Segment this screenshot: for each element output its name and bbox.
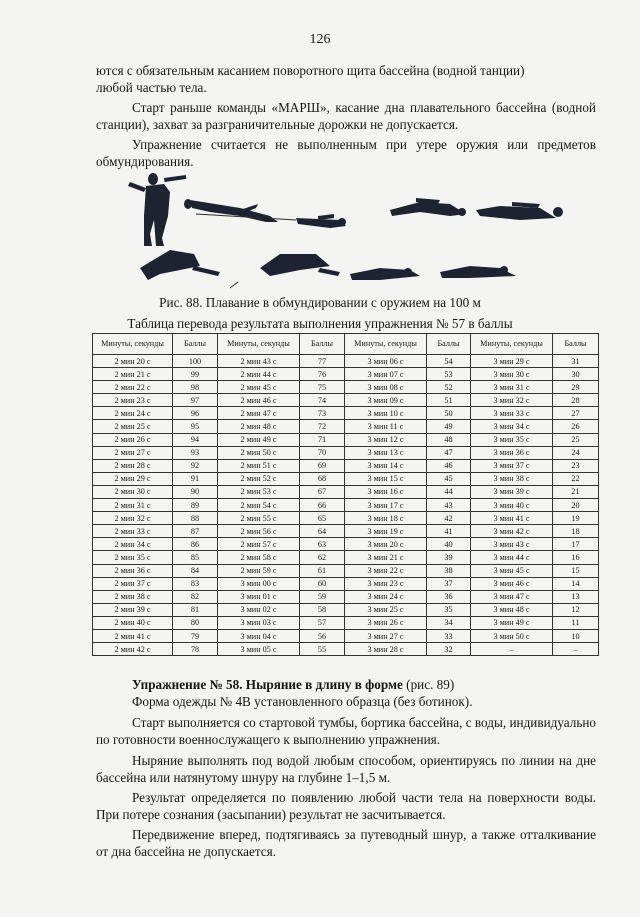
table-row xyxy=(93,577,599,590)
points-cell: 13 xyxy=(553,590,599,603)
exercise-58-title: Упражнение № 58. Ныряние в длину в форме xyxy=(132,677,403,692)
time-cell: 3 мин 39 с xyxy=(471,485,553,498)
time-cell: 2 мин 41 с xyxy=(93,629,173,642)
swimmer-dive-2 xyxy=(296,214,346,228)
time-cell: 2 мин 25 с xyxy=(93,420,173,433)
points-cell: 73 xyxy=(300,407,345,420)
time-cell: 2 мин 39 с xyxy=(93,603,173,616)
time-cell: 3 мин 08 с xyxy=(345,381,427,394)
time-cell: 3 мин 23 с xyxy=(345,577,427,590)
time-cell: 3 мин 13 с xyxy=(345,446,427,459)
exercise-58-heading xyxy=(132,676,596,693)
exercise-58-figure-ref: (рис. 89) xyxy=(402,677,455,692)
time-cell: 3 мин 34 с xyxy=(471,420,553,433)
time-cell: 3 мин 36 с xyxy=(471,446,553,459)
col-header-points: Баллы xyxy=(553,334,599,355)
points-cell: 83 xyxy=(173,577,218,590)
time-cell: 3 мин 42 с xyxy=(471,525,553,538)
points-cell: 78 xyxy=(173,643,218,656)
points-cell: 75 xyxy=(300,381,345,394)
intro-paragraph-2: Старт раньше команды «МАРШ», касание дна плавательного бассейна (водной станции), захват за разграничительные дорожки не допускается. xyxy=(96,100,596,132)
time-cell: 2 мин 59 с xyxy=(218,564,300,577)
points-cell: 18 xyxy=(553,525,599,538)
points-cell: 79 xyxy=(173,629,218,642)
table-row xyxy=(93,433,599,446)
points-cell: 44 xyxy=(427,485,471,498)
points-cell: 24 xyxy=(553,446,599,459)
points-cell: 36 xyxy=(427,590,471,603)
points-cell: 45 xyxy=(427,472,471,485)
points-cell: 70 xyxy=(300,446,345,459)
time-cell: 3 мин 43 с xyxy=(471,538,553,551)
points-cell: 19 xyxy=(553,512,599,525)
points-cell: 100 xyxy=(173,355,218,368)
time-cell: 3 мин 37 с xyxy=(471,459,553,472)
time-cell: 2 мин 43 с xyxy=(218,355,300,368)
time-cell: 3 мин 35 с xyxy=(471,433,553,446)
points-cell: 86 xyxy=(173,538,218,551)
exercise-58-paragraph-4: Результат определяется по появлению любой части тела на поверхности воды. При потере сознания (засыпании) результат не засчитывается. xyxy=(96,790,596,822)
table-row xyxy=(93,355,599,368)
points-cell: 50 xyxy=(427,407,471,420)
points-cell: 84 xyxy=(173,564,218,577)
table-row xyxy=(93,643,599,656)
points-cell: 29 xyxy=(553,381,599,394)
points-cell: 49 xyxy=(427,420,471,433)
time-cell: 3 мин 22 с xyxy=(345,564,427,577)
points-cell: 39 xyxy=(427,551,471,564)
points-cell: 34 xyxy=(427,616,471,629)
time-cell: 2 мин 40 с xyxy=(93,616,173,629)
points-cell: 89 xyxy=(173,499,218,512)
time-cell: 2 мин 29 с xyxy=(93,472,173,485)
time-cell: 2 мин 35 с xyxy=(93,551,173,564)
time-cell: 2 мин 53 с xyxy=(218,485,300,498)
time-cell: – xyxy=(471,643,553,656)
col-header-time: Минуты, секунды xyxy=(218,334,300,355)
time-cell: 3 мин 03 с xyxy=(218,616,300,629)
time-cell: 2 мин 51 с xyxy=(218,459,300,472)
time-cell: 3 мин 41 с xyxy=(471,512,553,525)
points-cell: 60 xyxy=(300,577,345,590)
table-row xyxy=(93,603,599,616)
points-cell: 87 xyxy=(173,525,218,538)
points-cell: 88 xyxy=(173,512,218,525)
score-table-body xyxy=(93,355,599,656)
exercise-58-paragraph-2: Старт выполняется со стартовой тумбы, бортика бассейна, с воды, индивидуально по готовности военнослужащего к выполнению упражнения. xyxy=(96,715,596,747)
swimmer-silhouette-sequence-icon xyxy=(120,170,600,290)
points-cell: 54 xyxy=(427,355,471,368)
time-cell: 2 мин 23 с xyxy=(93,394,173,407)
points-cell: 64 xyxy=(300,525,345,538)
time-cell: 2 мин 30 с xyxy=(93,485,173,498)
points-cell: 31 xyxy=(553,355,599,368)
time-cell: 3 мин 01 с xyxy=(218,590,300,603)
table-row xyxy=(93,538,599,551)
table-row xyxy=(93,381,599,394)
points-cell: 74 xyxy=(300,394,345,407)
time-cell: 2 мин 44 с xyxy=(218,368,300,381)
exercise-58-paragraph-5: Передвижение вперед, подтягиваясь за путеводный шнур, а также отталкивание от дна бассейна не допускается. xyxy=(96,827,596,859)
points-cell: 65 xyxy=(300,512,345,525)
time-cell: 3 мин 27 с xyxy=(345,629,427,642)
time-cell: 3 мин 29 с xyxy=(471,355,553,368)
table-row xyxy=(93,525,599,538)
points-cell: 10 xyxy=(553,629,599,642)
time-cell: 2 мин 28 с xyxy=(93,459,173,472)
points-cell: 23 xyxy=(553,459,599,472)
time-cell: 3 мин 31 с xyxy=(471,381,553,394)
time-cell: 3 мин 48 с xyxy=(471,603,553,616)
intro-paragraph-1 xyxy=(96,62,596,96)
time-cell: 2 мин 42 с xyxy=(93,643,173,656)
time-cell: 2 мин 26 с xyxy=(93,433,173,446)
points-cell: 77 xyxy=(300,355,345,368)
points-cell: 37 xyxy=(427,577,471,590)
points-cell: 32 xyxy=(427,643,471,656)
points-cell: 38 xyxy=(427,564,471,577)
points-cell: 55 xyxy=(300,643,345,656)
points-cell: 15 xyxy=(553,564,599,577)
points-cell: 97 xyxy=(173,394,218,407)
table-row xyxy=(93,420,599,433)
table-row xyxy=(93,629,599,642)
time-cell: 2 мин 24 с xyxy=(93,407,173,420)
time-cell: 3 мин 24 с xyxy=(345,590,427,603)
points-cell: – xyxy=(553,643,599,656)
time-cell: 2 мин 57 с xyxy=(218,538,300,551)
points-cell: 28 xyxy=(553,394,599,407)
time-cell: 3 мин 18 с xyxy=(345,512,427,525)
table-row xyxy=(93,616,599,629)
time-cell: 2 мин 34 с xyxy=(93,538,173,551)
points-cell: 21 xyxy=(553,485,599,498)
points-cell: 33 xyxy=(427,629,471,642)
time-cell: 2 мин 54 с xyxy=(218,499,300,512)
time-cell: 3 мин 12 с xyxy=(345,433,427,446)
time-cell: 2 мин 56 с xyxy=(218,525,300,538)
time-cell: 2 мин 37 с xyxy=(93,577,173,590)
time-cell: 2 мин 50 с xyxy=(218,446,300,459)
points-cell: 26 xyxy=(553,420,599,433)
points-cell: 66 xyxy=(300,499,345,512)
time-cell: 3 мин 05 с xyxy=(218,643,300,656)
time-cell: 3 мин 21 с xyxy=(345,551,427,564)
time-cell: 3 мин 17 с xyxy=(345,499,427,512)
time-cell: 2 мин 31 с xyxy=(93,499,173,512)
points-cell: 68 xyxy=(300,472,345,485)
time-cell: 2 мин 45 с xyxy=(218,381,300,394)
swimmer-surface-1 xyxy=(140,250,220,280)
time-cell: 2 мин 48 с xyxy=(218,420,300,433)
points-cell: 20 xyxy=(553,499,599,512)
col-header-time: Минуты, секунды xyxy=(345,334,427,355)
time-cell: 3 мин 38 с xyxy=(471,472,553,485)
table-row xyxy=(93,564,599,577)
points-cell: 99 xyxy=(173,368,218,381)
points-cell: 76 xyxy=(300,368,345,381)
points-cell: 91 xyxy=(173,472,218,485)
intro-line-2: любой частью тела. xyxy=(96,80,207,95)
time-cell: 3 мин 33 с xyxy=(471,407,553,420)
points-cell: 52 xyxy=(427,381,471,394)
points-cell: 40 xyxy=(427,538,471,551)
exercise-58-paragraph-3: Ныряние выполнять под водой любым способом, ориентируясь по линии на дне бассейна или натянутому шнуру на глубине 1–1,5 м. xyxy=(96,753,596,785)
col-header-time: Минуты, секунды xyxy=(93,334,173,355)
exercise-58-paragraph-1: Форма одежды № 4В установленного образца (без ботинок). xyxy=(132,694,473,709)
points-cell: 90 xyxy=(173,485,218,498)
time-cell: 3 мин 20 с xyxy=(345,538,427,551)
points-cell: 71 xyxy=(300,433,345,446)
points-cell: 57 xyxy=(300,616,345,629)
points-cell: 63 xyxy=(300,538,345,551)
points-cell: 41 xyxy=(427,525,471,538)
time-cell: 3 мин 09 с xyxy=(345,394,427,407)
points-cell: 94 xyxy=(173,433,218,446)
table-row xyxy=(93,446,599,459)
points-cell: 61 xyxy=(300,564,345,577)
points-cell: 92 xyxy=(173,459,218,472)
time-cell: 3 мин 47 с xyxy=(471,590,553,603)
table-row xyxy=(93,459,599,472)
points-cell: 81 xyxy=(173,603,218,616)
intro-line-1: ются с обязательным касанием поворотного щита бассейна (водной танции) xyxy=(96,63,525,78)
table-row xyxy=(93,512,599,525)
time-cell: 3 мин 07 с xyxy=(345,368,427,381)
time-cell: 3 мин 15 с xyxy=(345,472,427,485)
swimmer-surface-4 xyxy=(440,266,516,278)
points-cell: 58 xyxy=(300,603,345,616)
time-cell: 3 мин 32 с xyxy=(471,394,553,407)
time-cell: 3 мин 50 с xyxy=(471,629,553,642)
points-cell: 96 xyxy=(173,407,218,420)
time-cell: 3 мин 11 с xyxy=(345,420,427,433)
points-cell: 42 xyxy=(427,512,471,525)
time-cell: 3 мин 25 с xyxy=(345,603,427,616)
points-cell: 59 xyxy=(300,590,345,603)
time-cell: 3 мин 40 с xyxy=(471,499,553,512)
points-cell: 80 xyxy=(173,616,218,629)
points-cell: 85 xyxy=(173,551,218,564)
points-cell: 12 xyxy=(553,603,599,616)
time-cell: 2 мин 21 с xyxy=(93,368,173,381)
time-cell: 2 мин 36 с xyxy=(93,564,173,577)
table-row xyxy=(93,407,599,420)
table-title: Таблица перевода результата выполнения упражнения № 57 в баллы xyxy=(127,316,513,331)
time-cell: 2 мин 38 с xyxy=(93,590,173,603)
score-table xyxy=(92,333,599,656)
figure-caption: Рис. 88. Плавание в обмундировании с оружием на 100 м xyxy=(159,295,481,310)
time-cell: 2 мин 55 с xyxy=(218,512,300,525)
time-cell: 3 мин 16 с xyxy=(345,485,427,498)
time-cell: 3 мин 46 с xyxy=(471,577,553,590)
time-cell: 2 мин 33 с xyxy=(93,525,173,538)
points-cell: 47 xyxy=(427,446,471,459)
points-cell: 27 xyxy=(553,407,599,420)
table-row xyxy=(93,499,599,512)
time-cell: 3 мин 00 с xyxy=(218,577,300,590)
intro-paragraph-3: Упражнение считается не выполненным при утере оружия или предметов обмундирования. xyxy=(96,137,596,169)
points-cell: 82 xyxy=(173,590,218,603)
col-header-points: Баллы xyxy=(300,334,345,355)
time-cell: 2 мин 49 с xyxy=(218,433,300,446)
points-cell: 98 xyxy=(173,381,218,394)
swimmer-dive-4 xyxy=(476,202,563,220)
points-cell: 69 xyxy=(300,459,345,472)
time-cell: 3 мин 26 с xyxy=(345,616,427,629)
time-cell: 3 мин 44 с xyxy=(471,551,553,564)
points-cell: 51 xyxy=(427,394,471,407)
table-row xyxy=(93,590,599,603)
table-row xyxy=(93,485,599,498)
time-cell: 3 мин 49 с xyxy=(471,616,553,629)
points-cell: 43 xyxy=(427,499,471,512)
time-cell: 3 мин 28 с xyxy=(345,643,427,656)
page-number: 126 xyxy=(309,32,331,47)
time-cell: 2 мин 27 с xyxy=(93,446,173,459)
time-cell: 2 мин 52 с xyxy=(218,472,300,485)
points-cell: 95 xyxy=(173,420,218,433)
time-cell: 3 мин 04 с xyxy=(218,629,300,642)
points-cell: 93 xyxy=(173,446,218,459)
points-cell: 11 xyxy=(553,616,599,629)
points-cell: 16 xyxy=(553,551,599,564)
time-cell: 3 мин 19 с xyxy=(345,525,427,538)
time-cell: 2 мин 58 с xyxy=(218,551,300,564)
time-cell: 3 мин 06 с xyxy=(345,355,427,368)
points-cell: 67 xyxy=(300,485,345,498)
time-cell: 3 мин 45 с xyxy=(471,564,553,577)
col-header-points: Баллы xyxy=(427,334,471,355)
table-row xyxy=(93,551,599,564)
time-cell: 2 мин 20 с xyxy=(93,355,173,368)
swimmer-dive-3 xyxy=(390,198,466,216)
swimmer-surface-2 xyxy=(260,254,340,276)
col-header-points: Баллы xyxy=(173,334,218,355)
time-cell: 2 мин 47 с xyxy=(218,407,300,420)
table-row xyxy=(93,394,599,407)
points-cell: 22 xyxy=(553,472,599,485)
points-cell: 35 xyxy=(427,603,471,616)
time-cell: 2 мин 46 с xyxy=(218,394,300,407)
points-cell: 17 xyxy=(553,538,599,551)
table-header-row xyxy=(93,334,599,355)
col-header-time: Минуты, секунды xyxy=(471,334,553,355)
time-cell: 3 мин 30 с xyxy=(471,368,553,381)
points-cell: 30 xyxy=(553,368,599,381)
time-cell: 3 мин 02 с xyxy=(218,603,300,616)
time-cell: 2 мин 32 с xyxy=(93,512,173,525)
swimmer-standing xyxy=(128,173,186,246)
points-cell: 72 xyxy=(300,420,345,433)
time-cell: 3 мин 14 с xyxy=(345,459,427,472)
points-cell: 48 xyxy=(427,433,471,446)
time-cell: 3 мин 10 с xyxy=(345,407,427,420)
points-cell: 62 xyxy=(300,551,345,564)
points-cell: 25 xyxy=(553,433,599,446)
table-row xyxy=(93,472,599,485)
points-cell: 53 xyxy=(427,368,471,381)
points-cell: 46 xyxy=(427,459,471,472)
table-row xyxy=(93,368,599,381)
points-cell: 14 xyxy=(553,577,599,590)
time-cell: 2 мин 22 с xyxy=(93,381,173,394)
swimmer-surface-3 xyxy=(350,268,420,280)
swimming-figure xyxy=(120,170,600,290)
points-cell: 56 xyxy=(300,629,345,642)
